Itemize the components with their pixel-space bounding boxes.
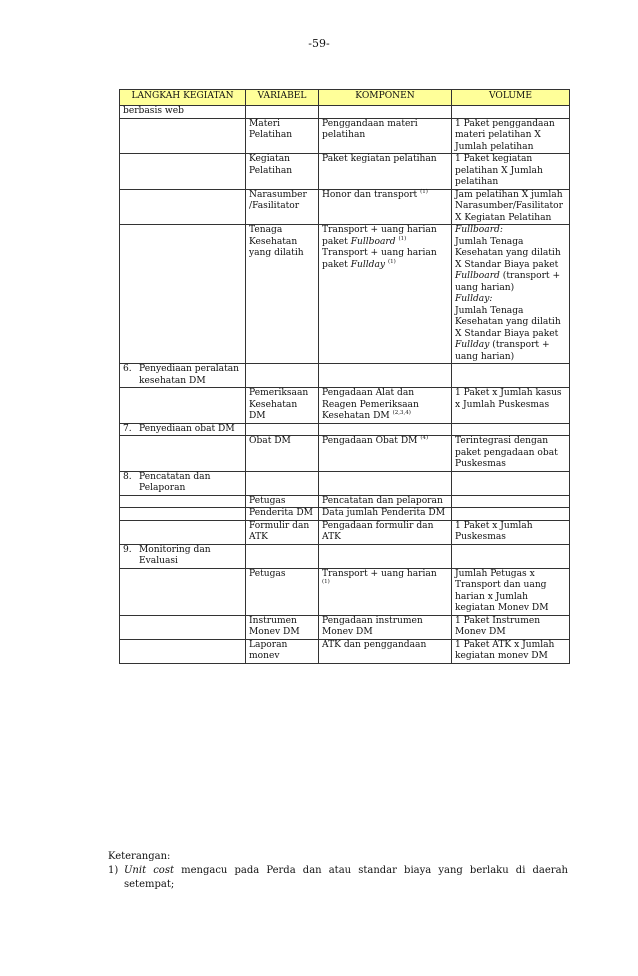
cell-step xyxy=(120,471,246,495)
cell-volume: 1 Paket ATK x Jumlah kegiatan monev DM xyxy=(452,639,570,663)
cell-variable: Formulir dan ATK xyxy=(246,520,319,544)
note-em: Unit cost xyxy=(124,865,174,876)
cell-component xyxy=(319,225,452,364)
cell-step xyxy=(120,520,246,544)
notes-section xyxy=(108,850,568,892)
cell-step xyxy=(120,364,246,388)
volume-text: Jumlah Tenaga Kesehatan yang dilatih X Standar Biaya paket xyxy=(455,236,561,270)
cell-component xyxy=(319,544,452,568)
note-number: 1) xyxy=(108,865,119,876)
cell-component xyxy=(319,388,452,424)
cell-variable xyxy=(246,471,319,495)
volume-em: Fullboard xyxy=(455,271,500,281)
component-text: Transport + uang harian paket xyxy=(322,248,437,270)
footnote-ref: (4) xyxy=(420,434,429,441)
step-label: Penyediaan obat DM xyxy=(139,423,235,434)
table-row xyxy=(120,388,570,424)
footnote-ref: (1) xyxy=(398,235,407,242)
cell-volume: Terintegrasi dengan paket pengadaan obat Puskesmas xyxy=(452,436,570,472)
cell-variable: Petugas xyxy=(246,495,319,508)
cell-variable xyxy=(246,106,319,119)
volume-text: (transport + uang harian) xyxy=(455,271,561,293)
note-text: mengacu pada Perda dan atau standar biaya yang berlaku di daerah setempat; xyxy=(124,865,568,890)
footnote-ref: (1) xyxy=(420,188,428,195)
component-text: Honor dan transport xyxy=(322,189,418,200)
step-label: Pencatatan dan Pelaporan xyxy=(139,471,211,493)
component-em: Fullday xyxy=(350,259,386,270)
cell-volume xyxy=(452,364,570,388)
cell-component xyxy=(319,471,452,495)
table-row xyxy=(120,364,570,388)
step-number: 9. xyxy=(123,544,132,555)
volume-fullboard-title: Fullboard: xyxy=(455,225,503,235)
component-em: Fullboard xyxy=(350,236,396,247)
cell-component xyxy=(319,106,452,119)
cell-step xyxy=(120,118,246,154)
cell-variable: Pemeriksaan Kesehatan DM xyxy=(246,388,319,424)
volume-text: Jumlah Tenaga Kesehatan yang dilatih X Standar Biaya paket xyxy=(455,305,561,339)
header-variabel: VARIABEL xyxy=(246,90,319,106)
cell-component: ATK dan penggandaan xyxy=(319,639,452,663)
component-text: Transport + uang harian paket xyxy=(322,225,437,247)
cell-volume xyxy=(452,423,570,436)
cell-component xyxy=(319,423,452,436)
table-row xyxy=(120,568,570,615)
cell-step xyxy=(120,615,246,639)
cell-component: Pencatatan dan pelaporan xyxy=(319,495,452,508)
cell-step xyxy=(120,388,246,424)
cell-component xyxy=(319,364,452,388)
volume-text: (transport + uang harian) xyxy=(455,340,550,362)
table-row xyxy=(120,520,570,544)
component-text: Pengadaan Alat dan Reagen Pemeriksaan Kesehatan DM xyxy=(322,388,419,421)
table-row xyxy=(120,615,570,639)
note-text-wrap xyxy=(124,864,568,892)
footnote-ref: (1) xyxy=(387,258,396,265)
footnote-ref: (2,3,4) xyxy=(392,409,411,416)
table-row xyxy=(120,471,570,495)
header-volume: VOLUME xyxy=(452,90,570,106)
cell-step xyxy=(120,544,246,568)
table-row xyxy=(120,544,570,568)
cell-step xyxy=(120,436,246,472)
cell-step xyxy=(120,508,246,521)
cell-variable xyxy=(246,423,319,436)
cell-variable xyxy=(246,364,319,388)
cell-volume xyxy=(452,106,570,119)
cell-step xyxy=(120,495,246,508)
volume-em: Fullday xyxy=(455,340,490,350)
cell-volume: 1 Paket Instrumen Monev DM xyxy=(452,615,570,639)
cell-volume xyxy=(452,495,570,508)
cell-variable: Instrumen Monev DM xyxy=(246,615,319,639)
cell-step xyxy=(120,568,246,615)
cell-step xyxy=(120,639,246,663)
cell-component xyxy=(319,436,452,472)
header-komponen: KOMPONEN xyxy=(319,90,452,106)
cell-variable: Petugas xyxy=(246,568,319,615)
cell-component: Pengadaan formulir dan ATK xyxy=(319,520,452,544)
table-row xyxy=(120,508,570,521)
cell-component: Paket kegiatan pelatihan xyxy=(319,154,452,190)
cell-variable: Tenaga Kesehatan yang dilatih xyxy=(246,225,319,364)
cell-volume xyxy=(452,225,570,364)
table-row xyxy=(120,189,570,225)
footnote-ref: (1) xyxy=(322,578,330,585)
cell-volume: 1 Paket kegiatan pelatihan X Jumlah pelatihan xyxy=(452,154,570,190)
component-text: Pengadaan Obat DM xyxy=(322,436,418,446)
cell-component: Pengadaan instrumen Monev DM xyxy=(319,615,452,639)
table-row xyxy=(120,436,570,472)
cell-volume: Jam pelatihan X jumlah Narasumber/Fasilitator X Kegiatan Pelatihan xyxy=(452,189,570,225)
cell-variable: Penderita DM xyxy=(246,508,319,521)
cell-variable: Narasumber /Fasilitator xyxy=(246,189,319,225)
table-row xyxy=(120,225,570,364)
component-fullboard xyxy=(322,225,448,248)
cell-variable: Materi Pelatihan xyxy=(246,118,319,154)
cell-component: Data jumlah Penderita DM xyxy=(319,508,452,521)
cell-step xyxy=(120,154,246,190)
cell-step xyxy=(120,225,246,364)
volume-fullday-title: Fullday: xyxy=(455,294,493,304)
step-number: 7. xyxy=(123,423,132,434)
cell-step xyxy=(120,423,246,436)
note-item xyxy=(108,864,568,892)
table-row xyxy=(120,106,570,119)
table-row xyxy=(120,118,570,154)
cell-volume: 1 Paket x Jumlah kasus x Jumlah Puskesmas xyxy=(452,388,570,424)
cell-component xyxy=(319,568,452,615)
cell-component xyxy=(319,189,452,225)
cell-step: berbasis web xyxy=(120,106,246,119)
cell-variable: Obat DM xyxy=(246,436,319,472)
step-number: 6. xyxy=(123,364,132,374)
table-header-row xyxy=(120,90,570,106)
cell-volume xyxy=(452,544,570,568)
table-row xyxy=(120,154,570,190)
cell-volume: 1 Paket penggandaan materi pelatihan X Jumlah pelatihan xyxy=(452,118,570,154)
cell-volume: 1 Paket x Jumlah Puskesmas xyxy=(452,520,570,544)
cell-step xyxy=(120,189,246,225)
component-fullday xyxy=(322,248,448,271)
table-row xyxy=(120,639,570,663)
cell-variable: Laporan monev xyxy=(246,639,319,663)
cost-table xyxy=(119,89,570,664)
table-row xyxy=(120,495,570,508)
step-label: Monitoring dan Evaluasi xyxy=(139,544,211,566)
cell-variable xyxy=(246,544,319,568)
page-number: -59- xyxy=(308,37,330,50)
step-number: 8. xyxy=(123,471,132,482)
table-row xyxy=(120,423,570,436)
step-label: Penyediaan peralatan kesehatan DM xyxy=(139,364,240,386)
cell-component: Penggandaan materi pelatihan xyxy=(319,118,452,154)
header-langkah-kegiatan: LANGKAH KEGIATAN xyxy=(120,90,246,106)
cell-volume xyxy=(452,508,570,521)
cell-variable: Kegiatan Pelatihan xyxy=(246,154,319,190)
notes-title: Keterangan: xyxy=(108,851,171,862)
component-text: Transport + uang harian xyxy=(322,568,437,579)
cell-volume xyxy=(452,471,570,495)
cell-volume: Jumlah Petugas x Transport dan uang harian x Jumlah kegiatan Monev DM xyxy=(452,568,570,615)
